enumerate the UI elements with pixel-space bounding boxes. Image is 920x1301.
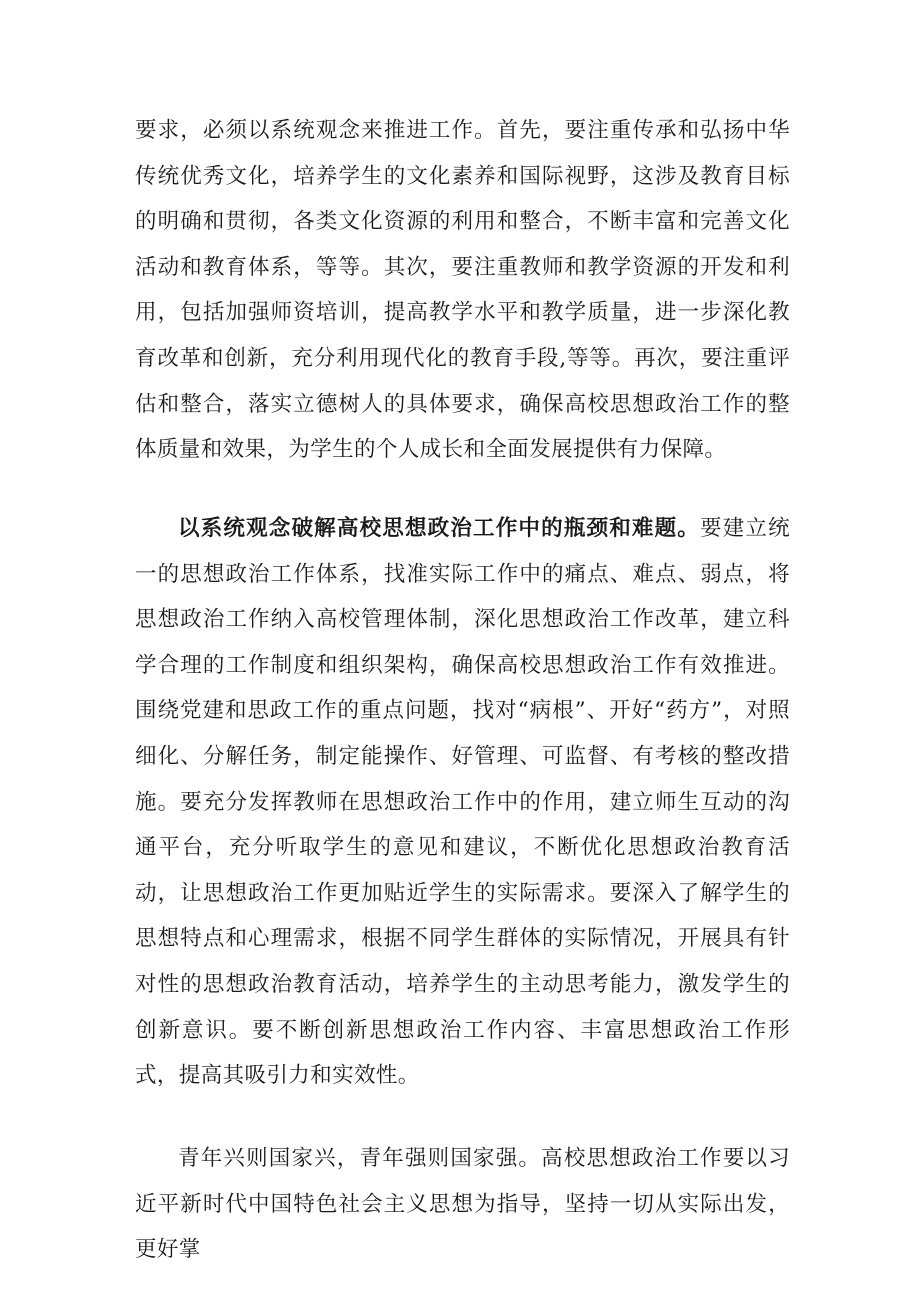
paragraph-2	[135, 506, 790, 1099]
paragraph-2-text: 要建立统一的思想政治工作体系，找准实际工作中的痛点、难点、弱点，将思想政治工作纳入高校管理体制，深化思想政治工作改革，建立科学合理的工作制度和组织架构，确保高校思想政治工作有效推进。围绕党建和思政工作的重点问题，找对“病根”、开好“药方”，对照细化、分解任务，制定能操作、好管理、可监督、有考核的整改措施。要充分发挥教师在思想政治工作中的作用，建立师生互动的沟通平台，充分听取学生的意见和建议，不断优化思想政治教育活动，让思想政治工作更加贴近学生的实际需求。要深入了解学生的思想特点和心理需求，根据不同学生群体的实际情况，开展具有针对性的思想政治教育活动，培养学生的主动思考能力，激发学生的创新意识。要不断创新思想政治工作内容、丰富思想政治工作形式，提高其吸引力和实效性。	[135, 516, 791, 1089]
paragraph-1	[135, 108, 790, 473]
paragraph-1-text: 要求，必须以系统观念来推进工作。首先，要注重传承和弘扬中华传统优秀文化，培养学生的文化素养和国际视野，这涉及教育目标的明确和贯彻，各类文化资源的利用和整合，不断丰富和完善文化活动和教育体系，等等。其次，要注重教师和教学资源的开发和利用，包括加强师资培训，提高教学水平和教学质量，进一步深化教育改革和创新，充分利用现代化的教育手段,等等。再次，要注重评估和整合，落实立德树人的具体要求，确保高校思想政治工作的整体质量和效果，为学生的个人成长和全面发展提供有力保障。	[135, 118, 790, 463]
paragraph-2-heading: 以系统观念破解高校思想政治工作中的瓶颈和难题。	[178, 516, 701, 541]
paragraph-3-text: 青年兴则国家兴，青年强则国家强。高校思想政治工作要以习近平新时代中国特色社会主义思想为指导，坚持一切从实际出发，更好掌	[135, 1146, 790, 1263]
paragraph-3	[135, 1136, 790, 1273]
